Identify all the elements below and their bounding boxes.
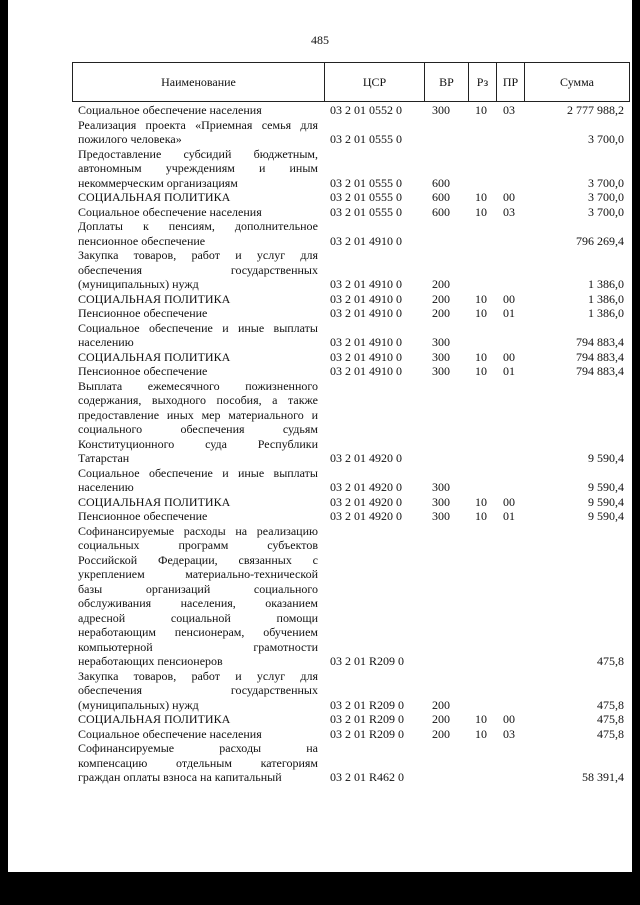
row-csr: 03 2 01 4910 0 xyxy=(330,306,402,320)
row-name-line: СОЦИАЛЬНАЯ ПОЛИТИКА xyxy=(78,190,231,204)
row-csr: 03 2 01 4920 0 xyxy=(330,509,402,523)
row-sum: 475,8 xyxy=(597,712,624,726)
row-name-line: Выплата ежемесячного пожизненного xyxy=(78,378,318,393)
row-sum: 794 883,4 xyxy=(576,364,624,378)
row-vr: 200 xyxy=(432,712,450,726)
row-vr: 200 xyxy=(432,697,450,712)
row-sum: 3 700,0 xyxy=(588,132,624,146)
row-name xyxy=(72,103,318,118)
row-sum: 1 386,0 xyxy=(588,306,624,320)
table-row xyxy=(72,205,630,220)
row-csr: 03 2 01 4920 0 xyxy=(330,480,402,494)
row-name-line: Пенсионное обеспечение xyxy=(78,364,208,378)
row-name-line: Реализация проекта «Приемная семья для xyxy=(78,117,318,132)
row-vr: 600 xyxy=(432,204,450,219)
row-csr: 03 2 01 4920 0 xyxy=(330,451,402,465)
table-row xyxy=(72,103,630,118)
row-sum: 475,8 xyxy=(597,654,624,668)
row-name-line: Пенсионное обеспечение xyxy=(78,509,208,523)
row-vr: 300 xyxy=(432,349,450,364)
row-pr: 00 xyxy=(503,190,515,204)
row-sum: 1 386,0 xyxy=(588,291,624,306)
row-csr: 03 2 01 0555 0 xyxy=(330,132,402,146)
row-rz: 10 xyxy=(475,364,487,378)
row-name-line: Социальное обеспечение и иные выплаты xyxy=(78,320,318,335)
row-sum: 3 700,0 xyxy=(588,190,624,204)
row-name-line: СОЦИАЛЬНАЯ ПОЛИТИКА xyxy=(78,494,231,509)
header-name: Наименование xyxy=(73,63,325,101)
row-name xyxy=(72,205,318,220)
table-row xyxy=(72,248,630,292)
table-row xyxy=(72,321,630,350)
row-csr: 03 2 01 R462 0 xyxy=(330,770,405,784)
row-rz: 10 xyxy=(475,291,487,306)
scan-border-right xyxy=(632,0,640,905)
table-row xyxy=(72,379,630,466)
row-name-line: Закупка товаров, работ и услуг для xyxy=(78,248,318,262)
row-name-line: Социальное обеспечение населения xyxy=(78,204,262,219)
row-name-line: СОЦИАЛЬНАЯ ПОЛИТИКА xyxy=(78,712,231,726)
row-sum: 2 777 988,2 xyxy=(567,103,624,117)
row-sum: 475,8 xyxy=(597,726,624,741)
row-csr: 03 2 01 4910 0 xyxy=(330,349,402,364)
table-row xyxy=(72,364,630,379)
row-rz: 10 xyxy=(475,349,487,364)
row-csr: 03 2 01 4920 0 xyxy=(330,494,402,509)
table-row xyxy=(72,524,630,669)
row-rz: 10 xyxy=(475,712,487,726)
row-name xyxy=(72,712,318,727)
row-vr: 300 xyxy=(432,494,450,509)
row-vr: 200 xyxy=(432,306,450,320)
row-name-line: Доплаты к пенсиям, дополнительное xyxy=(78,219,318,233)
page-number: 485 xyxy=(311,33,329,47)
row-name-line: компьютерной грамотности xyxy=(78,639,318,654)
row-vr: 300 xyxy=(432,335,450,349)
table-row xyxy=(72,741,630,785)
table-row xyxy=(72,118,630,147)
row-csr: 03 2 01 4910 0 xyxy=(330,291,402,306)
row-rz: 10 xyxy=(475,726,487,741)
row-csr: 03 2 01 4910 0 xyxy=(330,233,402,248)
row-sum: 796 269,4 xyxy=(576,233,624,248)
row-name-line: обеспечения государственных xyxy=(78,262,318,277)
row-name-line: социальных программ субъектов xyxy=(78,538,318,552)
row-sum: 9 590,4 xyxy=(588,509,624,523)
row-sum: 3 700,0 xyxy=(588,204,624,219)
row-pr: 00 xyxy=(503,494,515,509)
row-pr: 01 xyxy=(503,306,515,320)
row-vr: 200 xyxy=(432,726,450,741)
row-vr: 200 xyxy=(432,277,450,291)
row-name xyxy=(72,248,318,292)
row-name xyxy=(72,509,318,524)
row-name-line: Социальное обеспечение населения xyxy=(78,103,262,117)
row-name xyxy=(72,350,318,365)
row-name-line: базы организаций социального xyxy=(78,581,318,596)
row-name xyxy=(72,321,318,350)
table-row xyxy=(72,190,630,205)
row-name-line: укреплением материально-технической xyxy=(78,567,318,581)
table-row xyxy=(72,509,630,524)
row-pr: 01 xyxy=(503,509,515,523)
row-rz: 10 xyxy=(475,306,487,320)
row-name-line: Софинансируемые расходы на xyxy=(78,741,318,755)
row-sum: 3 700,0 xyxy=(588,175,624,190)
row-name xyxy=(72,190,318,205)
row-rz: 10 xyxy=(475,190,487,204)
row-name xyxy=(72,669,318,713)
table-header xyxy=(72,62,630,102)
row-pr: 00 xyxy=(503,712,515,726)
row-sum: 9 590,4 xyxy=(588,451,624,465)
table-row xyxy=(72,669,630,713)
row-pr: 00 xyxy=(503,349,515,364)
row-name xyxy=(72,219,318,248)
row-csr: 03 2 01 R209 0 xyxy=(330,697,405,712)
table-row xyxy=(72,292,630,307)
row-name-line: неработающим пенсионерам, обучением xyxy=(78,625,318,639)
row-rz: 10 xyxy=(475,204,487,219)
row-name-line: пожилого человека» xyxy=(78,132,182,146)
table-row xyxy=(72,147,630,191)
table-row xyxy=(72,219,630,248)
header-sum: Сумма xyxy=(560,75,594,89)
row-name-line: граждан оплаты взноса на капитальный xyxy=(78,770,282,784)
row-name-line: обслуживания населения, оказанием xyxy=(78,596,318,610)
row-csr: 03 2 01 4910 0 xyxy=(330,364,402,378)
row-name-line: СОЦИАЛЬНАЯ ПОЛИТИКА xyxy=(78,291,231,306)
row-vr: 600 xyxy=(432,175,450,190)
table-row xyxy=(72,306,630,321)
row-name-line: автономным учреждениям и иным xyxy=(78,161,318,175)
row-csr: 03 2 01 0552 0 xyxy=(330,103,402,117)
row-sum: 58 391,4 xyxy=(582,770,624,784)
row-name xyxy=(72,495,318,510)
row-vr: 300 xyxy=(432,103,450,117)
row-sum: 9 590,4 xyxy=(588,494,624,509)
row-name-line: Софинансируемые расходы на реализацию xyxy=(78,523,318,538)
header-vr: ВР xyxy=(425,63,469,101)
row-csr: 03 2 01 0555 0 xyxy=(330,175,402,190)
row-name-line: (муниципальных) нужд xyxy=(78,697,199,712)
row-name-line: населению xyxy=(78,480,134,494)
scan-border-left xyxy=(0,0,8,905)
row-pr: 01 xyxy=(503,364,515,378)
row-csr: 03 2 01 0555 0 xyxy=(330,190,402,204)
row-pr: 03 xyxy=(503,103,515,117)
row-sum: 1 386,0 xyxy=(588,277,624,291)
row-rz: 10 xyxy=(475,494,487,509)
row-name-line: обеспечения государственных xyxy=(78,683,318,697)
table-row xyxy=(72,712,630,727)
row-name-line: Пенсионное обеспечение xyxy=(78,306,208,320)
row-name-line: социального обеспечения судьям xyxy=(78,422,318,436)
row-name-line: (муниципальных) нужд xyxy=(78,277,199,291)
row-name-line: населению xyxy=(78,335,134,349)
row-name-line: Закупка товаров, работ и услуг для xyxy=(78,668,318,683)
row-name xyxy=(72,147,318,191)
row-csr: 03 2 01 4910 0 xyxy=(330,335,402,349)
row-name-line: Социальное обеспечение и иные выплаты xyxy=(78,465,318,480)
row-pr: 00 xyxy=(503,291,515,306)
row-sum: 794 883,4 xyxy=(576,349,624,364)
table-row xyxy=(72,466,630,495)
row-csr: 03 2 01 R209 0 xyxy=(330,726,405,741)
table-row xyxy=(72,727,630,742)
row-vr: 300 xyxy=(432,480,450,494)
row-name-line: неработающих пенсионеров xyxy=(78,654,223,668)
row-name-line: адресной социальной помощи xyxy=(78,610,318,625)
table-row xyxy=(72,350,630,365)
row-name-line: Предоставление субсидий бюджетным, xyxy=(78,146,318,161)
row-csr: 03 2 01 R209 0 xyxy=(330,712,405,726)
table-row xyxy=(72,495,630,510)
row-vr: 600 xyxy=(432,190,450,204)
row-name-line: Конституционного суда Республики xyxy=(78,436,318,451)
row-name-line: предоставление иных мер материального и xyxy=(78,407,318,422)
row-name-line: Социальное обеспечение населения xyxy=(78,726,262,741)
row-rz: 10 xyxy=(475,509,487,523)
row-vr: 300 xyxy=(432,509,450,523)
row-pr: 03 xyxy=(503,204,515,219)
row-sum: 475,8 xyxy=(597,697,624,712)
row-pr: 03 xyxy=(503,726,515,741)
row-vr: 300 xyxy=(432,364,450,378)
row-csr: 03 2 01 R209 0 xyxy=(330,654,405,668)
scan-border-bottom xyxy=(0,872,640,905)
header-csr: ЦСР xyxy=(325,63,425,101)
row-vr: 200 xyxy=(432,291,450,306)
row-csr: 03 2 01 4910 0 xyxy=(330,277,402,291)
row-name xyxy=(72,118,318,147)
row-name xyxy=(72,741,318,785)
row-sum: 794 883,4 xyxy=(576,335,624,349)
row-csr: 03 2 01 0555 0 xyxy=(330,204,402,219)
row-name-line: некоммерческим организациям xyxy=(78,175,238,190)
row-name xyxy=(72,364,318,379)
header-rz: Рз xyxy=(469,63,497,101)
row-sum: 9 590,4 xyxy=(588,480,624,494)
header-pr: ПР xyxy=(497,63,525,101)
row-name-line: СОЦИАЛЬНАЯ ПОЛИТИКА xyxy=(78,349,231,364)
row-name-line: пенсионное обеспечение xyxy=(78,233,206,248)
row-name-line: компенсацию отдельным категориям xyxy=(78,755,318,770)
table-body xyxy=(72,103,630,785)
row-name-line: содержания, выходного пособия, а также xyxy=(78,393,318,407)
row-name xyxy=(72,306,318,321)
row-name-line: Татарстан xyxy=(78,451,130,465)
row-name xyxy=(72,379,318,466)
row-name xyxy=(72,524,318,669)
row-rz: 10 xyxy=(475,103,487,117)
row-name xyxy=(72,466,318,495)
row-name xyxy=(72,727,318,742)
row-name xyxy=(72,292,318,307)
row-name-line: Российской Федерации, связанных с xyxy=(78,552,318,567)
